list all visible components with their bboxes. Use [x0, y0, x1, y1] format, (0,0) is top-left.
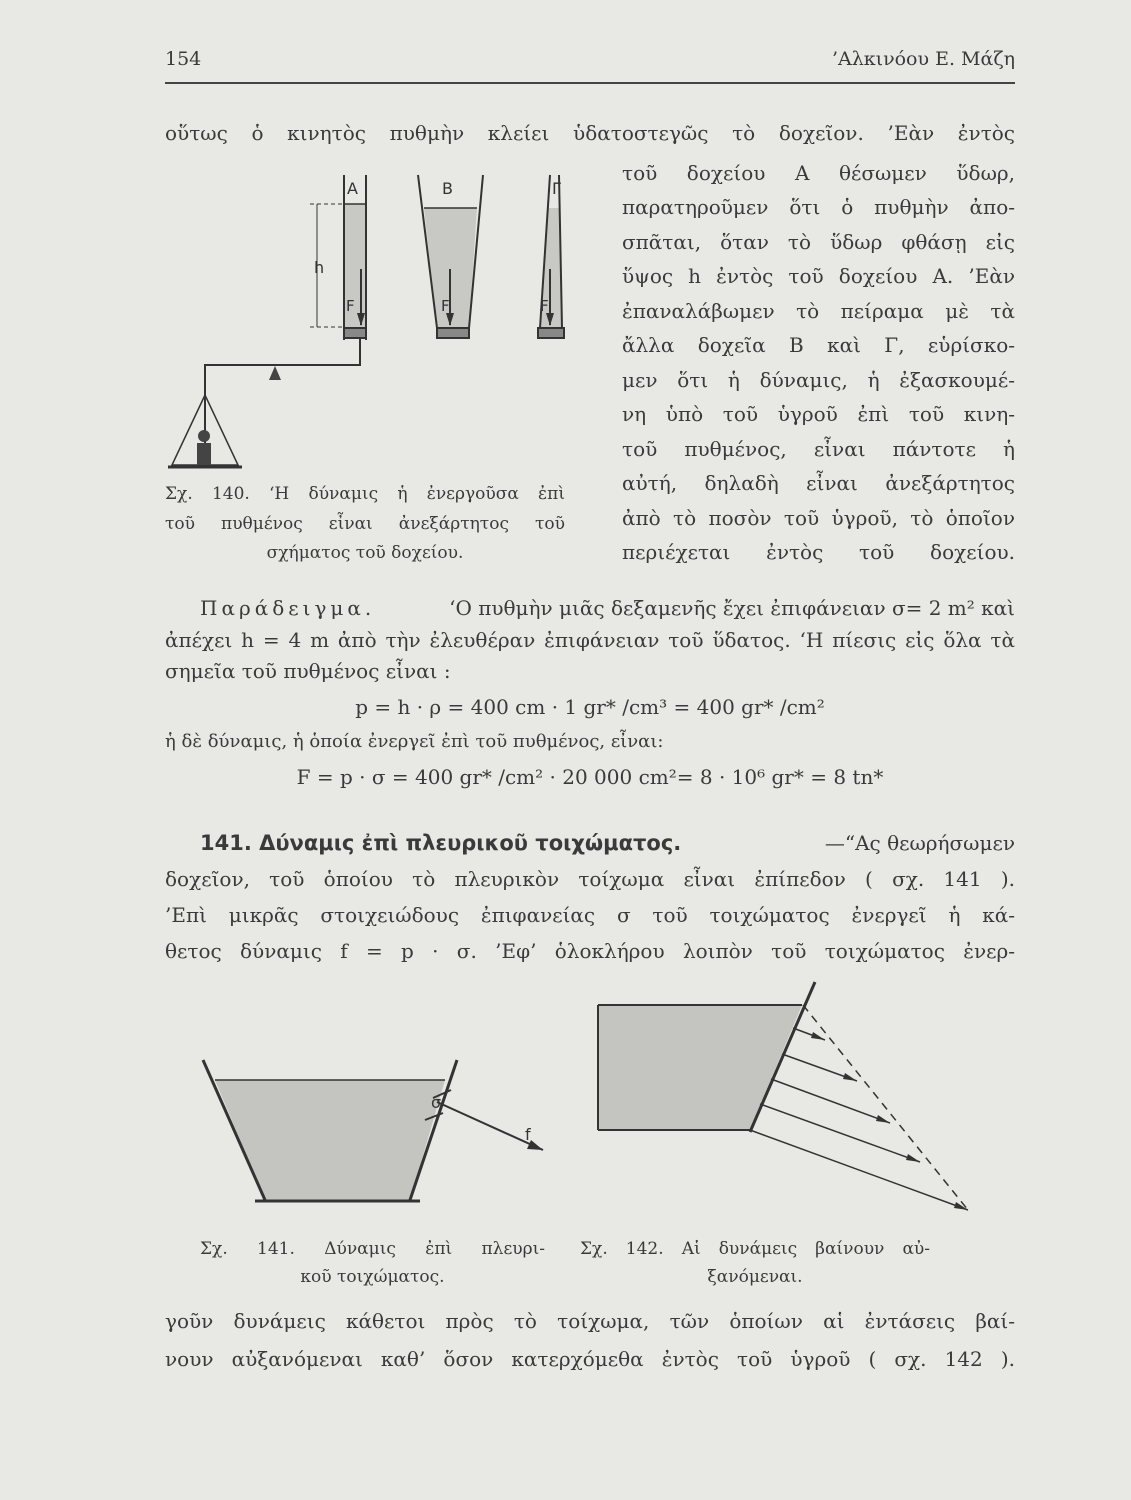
- text-line: θετος δύναμις f = p · σ. ’Εφ’ ὁλοκλήρου λοιπὸν τοῦ τοιχώματος ἐνερ-: [165, 939, 1015, 963]
- label-gamma: Γ: [552, 179, 561, 198]
- text-line: τοῦ πυθμένος, εἶναι πάντοτε ἡ: [622, 437, 1015, 461]
- caption-line: κοῦ τοιχώματος.: [300, 1267, 445, 1287]
- example-label: Παράδειγμα.: [200, 596, 376, 620]
- text-line: τοῦ δοχείου Α θέσωμεν ὕδωρ,: [622, 161, 1015, 185]
- caption-line: ξανόμεναι.: [707, 1267, 803, 1287]
- text-line: ὕψος h ἐντὸς τοῦ δοχείου Α. ’Εὰν: [622, 264, 1015, 288]
- text-line: ἡ δὲ δύναμις, ἡ ὁποία ἐνεργεῖ ἐπὶ τοῦ πυθμένος, εἶναι:: [165, 731, 664, 752]
- label-f: f: [525, 1125, 531, 1144]
- text-line: ’Επὶ μικρᾶς στοιχειώδους ἐπιφανείας σ τοῦ τοιχώματος ἐνεργεῖ ἡ κά-: [165, 903, 1015, 927]
- text-line: μεν ὅτι ἡ δύναμις, ἡ ἐξασκουμέ-: [622, 368, 1015, 392]
- text-line: ἀπέχει h = 4 m ἀπὸ τὴν ἐλευθέραν ἐπιφάνειαν τοῦ ὕδατος. ‘Η πίεσις εἰς ὅλα τὰ: [165, 628, 1015, 652]
- text-line: αὐτή, δηλαδὴ εἶναι ἀνεξάρτητος: [622, 471, 1015, 495]
- formula-pressure: p = h · ρ = 400 cm · 1 gr* /cm³ = 400 gr* /cm²: [355, 695, 825, 719]
- formula-force: F = p · σ = 400 gr* /cm² · 20 000 cm²= 8 · 10⁶ gr* = 8 tn*: [296, 765, 884, 789]
- running-title: ’Αλκινόου Ε. Μάζη: [831, 48, 1015, 70]
- text-line: νουν αὐξανόμεναι καθ’ ὅσον κατερχόμεθα ἐντὸς τοῦ ὑγροῦ ( σχ. 142 ).: [165, 1347, 1015, 1371]
- page-number: 154: [165, 48, 202, 70]
- label-f-b: F: [441, 297, 450, 315]
- text-line: νη ὑπὸ τοῦ ὑγροῦ ἐπὶ τοῦ κινη-: [622, 402, 1015, 426]
- text-line: ἐπαναλάβωμεν τὸ πείραμα μὲ τὰ: [622, 299, 1015, 323]
- text-span: ‘Ο πυθμὴν μιᾶς δεξαμενῆς ἔχει ἐπιφάνειαν σ= 2 m² καὶ: [449, 596, 1015, 620]
- caption-line: Σχ. 140. ‘Η δύναμις ἡ ἐνεργοῦσα ἐπὶ: [165, 484, 565, 504]
- section-heading: 141. Δύναμις ἐπὶ πλευρικοῦ τοιχώματος.: [200, 831, 682, 855]
- text-line: σημεῖα τοῦ πυθμένος εἶναι :: [165, 659, 451, 683]
- figure-140: [160, 165, 600, 475]
- caption-line: Σχ. 141. Δύναμις ἐπὶ πλευρι-: [200, 1239, 545, 1259]
- text-line: παρατηροῦμεν ὅτι ὁ πυθμὴν ἀπο-: [622, 195, 1015, 219]
- text-line: δοχεῖον, τοῦ ὁποίου τὸ πλευρικὸν τοίχωμα εἶναι ἐπίπεδον ( σχ. 141 ).: [165, 867, 1015, 891]
- header-rule: [165, 82, 1015, 84]
- figure-141: [195, 1050, 565, 1220]
- label-a: A: [347, 179, 358, 198]
- caption-line: Σχ. 142. Αἱ δυνάμεις βαίνουν αὐ-: [580, 1239, 930, 1259]
- caption-line: σχήματος τοῦ δοχείου.: [266, 543, 464, 563]
- label-f-g: F: [540, 297, 549, 315]
- text-line: ἄλλα δοχεῖα Β καὶ Γ, εὑρίσκο-: [622, 333, 1015, 357]
- intro-line: οὕτως ὁ κινητὸς πυθμὴν κλείει ὑδατοστεγῶς τὸ δοχεῖον. ’Εὰν ἐντὸς: [165, 121, 1015, 145]
- section-heading-line: [200, 830, 1015, 856]
- text-line: γοῦν δυνάμεις κάθετοι πρὸς τὸ τοίχωμα, τῶν ὁποίων αἱ ἐντάσεις βαί-: [165, 1309, 1015, 1333]
- label-h: h: [314, 258, 325, 277]
- text-line: ἀπὸ τὸ ποσὸν τοῦ ὑγροῦ, τὸ ὁποῖον: [622, 506, 1015, 530]
- text-span: —“Ας θεωρήσωμεν: [824, 831, 1015, 855]
- caption-line: τοῦ πυθμένος εἶναι ἀνεξάρτητος τοῦ: [165, 514, 565, 534]
- text-line: περιέχεται ἐντὸς τοῦ δοχείου.: [622, 540, 1015, 564]
- figure-142: [590, 980, 990, 1240]
- label-b: B: [442, 179, 453, 198]
- label-sigma: σ: [431, 1093, 442, 1112]
- example-line: [200, 595, 1015, 621]
- label-f-a: F: [346, 297, 355, 315]
- text-line: σπᾶται, ὅταν τὸ ὕδωρ φθάσῃ εἰς: [622, 230, 1015, 254]
